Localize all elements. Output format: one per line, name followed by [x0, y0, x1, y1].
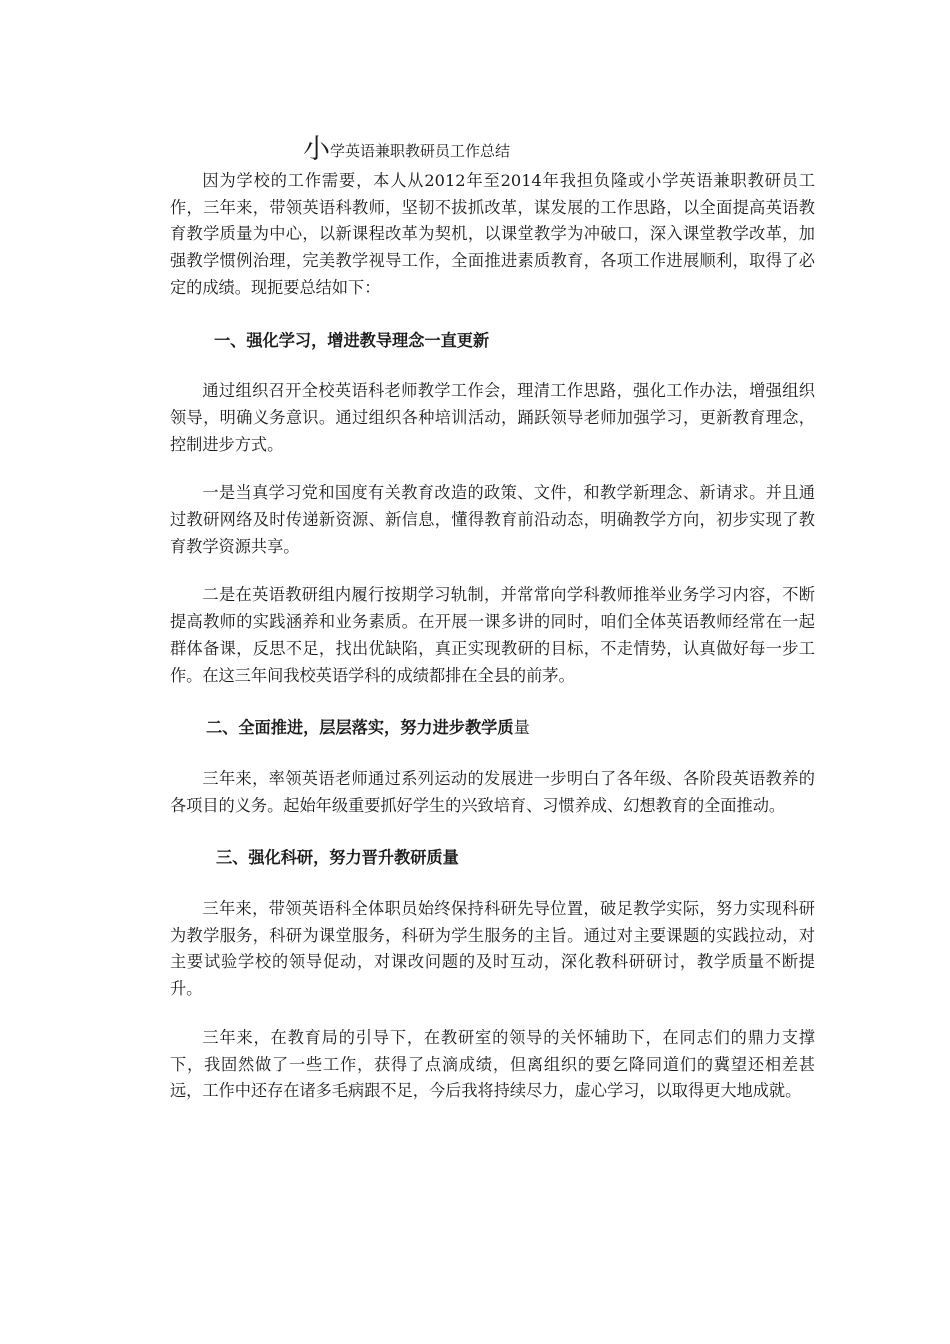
- document-title: [170, 132, 815, 168]
- section-3-heading: 三、强化科研，努力晋升教研质量: [216, 848, 459, 868]
- title-rest: 学英语兼职教研员工作总结: [330, 142, 511, 160]
- section-1-paragraph-2: 一是当真学习党和国度有关教育改造的政策、文件，和教学新理念、新请求。并且通过教研网络及时传递新资源、新信息，懂得教育前沿动态，明确教学方向，初步实现了教育教学资源共享。: [170, 483, 815, 556]
- intro-paragraph: 因为学校的工作需要，本人从2012年至2014年我担负隆或小学英语兼职教研员工作，三年来，带领英语科教师，坚韧不拔抓改革，谋发展的工作思路，以全面提高英语教育教学质量为中心，以新课程改革为契机，以课堂教学为冲破口，深入课堂教学改革，加强教学惯例治理，完美教学视导工作，全面推进素质教育，各项工作进展顺利，取得了必定的成绩。现扼要总结如下：: [170, 171, 815, 297]
- section-2-heading-plain: 量: [513, 718, 530, 738]
- section-1-paragraph-3: 二是在英语教研组内履行按期学习轨制，并常常向学科教师推举业务学习内容，不断提高教师的实践涵养和业务素质。在开展一课多讲的同时，咱们全体英语教师经常在一起群体备课，反思不足，找出优缺陷，真正实现教研的目标，不走情势，认真做好每一步工作。在这三年间我校英语学科的成绩都排在全县的前茅。: [170, 585, 815, 685]
- section-1-paragraph-1: 通过组织召开全校英语科老师教学工作会，理清工作思路，强化工作办法，增强组织领导，明确义务意识。通过组织各种培训活动，踊跃领导老师加强学习，更新教育理念，控制进步方式。: [170, 381, 815, 454]
- title-first-char: 小: [303, 134, 330, 165]
- section-2-heading: [170, 715, 815, 742]
- section-3-paragraph-1: 三年来，带领英语科全体职员始终保持科研先导位置，破足教学实际，努力实现科研为教学服务，科研为课堂服务，科研为学生服务的主旨。通过对主要课题的实践拉动，对主要试验学校的领导促动，对课改问题的及时互动，深化教科研研讨，教学质量不断提升。: [170, 899, 815, 999]
- document-page: [170, 132, 815, 1105]
- section-2-paragraph-1: 三年来，率领英语老师通过系列运动的发展进一步明白了各年级、各阶段英语教养的各项目的义务。起始年级重要抓好学生的兴致培育、习惯养成、幻想教育的全面推动。: [170, 768, 815, 815]
- section-2-heading-bold: 二、全面推进，层层落实，努力进步教学质: [206, 718, 514, 738]
- section-3-paragraph-2: 三年来，在教育局的引导下，在教研室的领导的关怀辅助下，在同志们的鼎力支撑下，我固然做了一些工作，获得了点滴成绩，但离组织的要乞降同道们的冀望还相差甚远，工作中还存在诸多毛病跟不足，今后我将持续尽力，虚心学习，以取得更大地成就。: [170, 1027, 815, 1101]
- section-1-heading: 一、强化学习，增进教导理念一直更新: [214, 330, 490, 350]
